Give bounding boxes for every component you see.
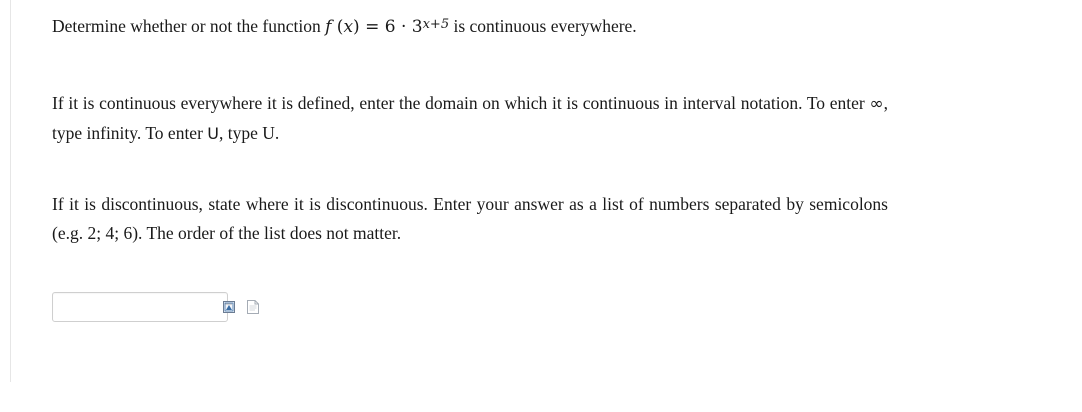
math-rhs: = 6 · 3: [359, 17, 423, 37]
left-divider: [10, 0, 11, 382]
preview-icon[interactable]: [223, 299, 235, 315]
exponent-text: x+5: [422, 17, 450, 32]
help-icon[interactable]: [247, 299, 259, 315]
answer-input[interactable]: [52, 292, 228, 322]
instructions-continuous-text-b: , type infinity. To enter: [52, 93, 888, 143]
instructions-continuous: [52, 89, 888, 148]
function-expression: [325, 17, 449, 37]
question-prompt: [52, 12, 897, 43]
math-exponent: [423, 17, 450, 32]
function-name: f: [325, 17, 332, 37]
instructions-continuous-text-a: If it is continuous everywhere it is defined, enter the domain on which it is continuous in interval notation. To enter: [52, 93, 870, 113]
union-symbol: U: [207, 124, 219, 143]
instructions-discontinuous: If it is discontinuous, state where it is discontinuous. Enter your answer as a list of numbers separated by semicolons (e.g. 2; 4; 6). The order of the list does not matter.: [52, 194, 888, 243]
math-lparen: (: [331, 17, 344, 37]
instructions-continuous-text-c: , type U.: [219, 123, 280, 143]
prompt-text-end: is continuous everywhere.: [449, 16, 637, 36]
infinity-symbol: ∞: [869, 94, 884, 114]
math-variable: x: [343, 17, 354, 37]
prompt-text-start: Determine whether or not the function: [52, 16, 326, 36]
math-rparen: ): [353, 17, 360, 37]
